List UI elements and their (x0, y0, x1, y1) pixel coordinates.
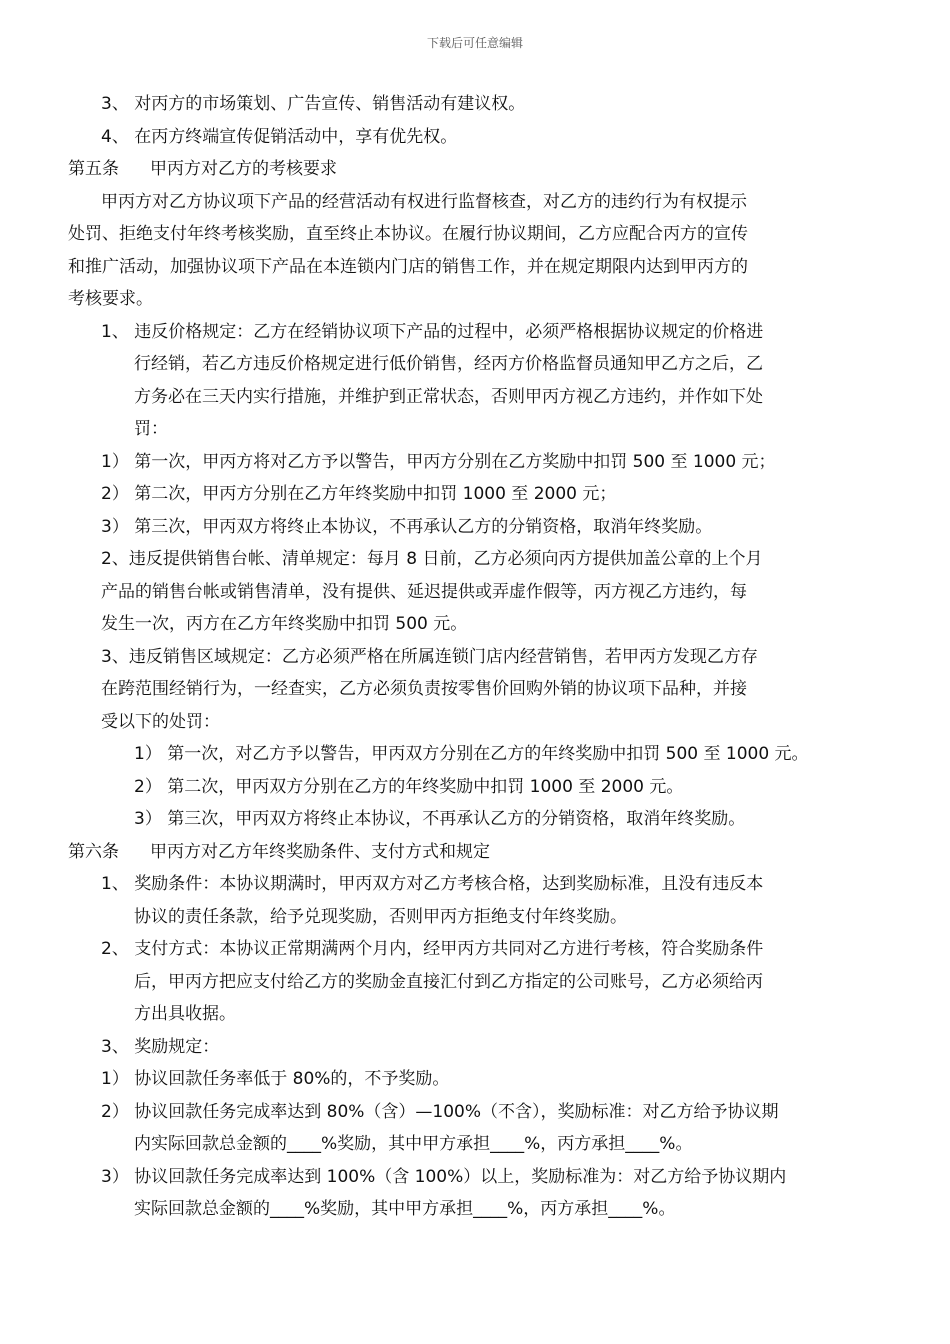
line-text: 实际回款总金额的____%奖励，其中甲方承担____%，丙方承担____%。 (134, 1199, 676, 1219)
article-heading (68, 153, 868, 186)
text-line (68, 446, 868, 479)
line-text: 受以下的处罚： (101, 711, 220, 732)
line-text: 行经销，若乙方违反价格规定进行低价销售，经丙方价格监督员通知甲乙方之后，乙 (134, 354, 763, 374)
line-text: 甲丙方对乙方年终奖励条件、支付方式和规定 (150, 841, 490, 862)
text-line (68, 413, 868, 446)
line-text: 内实际回款总金额的____%奖励，其中甲方承担____%，丙方承担____%。 (134, 1134, 693, 1154)
text-line (68, 868, 868, 901)
text-line (68, 803, 868, 836)
line-text: 4、 在丙方终端宣传促销活动中，享有优先权。 (101, 126, 458, 147)
text-line (68, 283, 868, 316)
text-line (68, 251, 868, 284)
text-line (68, 121, 868, 154)
article-number: 第六条 (68, 841, 119, 862)
text-line (68, 998, 868, 1031)
text-line (68, 966, 868, 999)
text-line (68, 348, 868, 381)
text-line (68, 1063, 868, 1096)
text-line (68, 641, 868, 674)
line-text: 3、 对丙方的市场策划、广告宣传、销售活动有建议权。 (101, 94, 526, 114)
line-text: 2、违反提供销售台帐、清单规定：每月 8 日前，乙方必须向丙方提供加盖公章的上个月 (101, 549, 763, 569)
article-heading (68, 836, 868, 869)
text-line (68, 88, 868, 121)
text-line (68, 738, 868, 771)
line-text: 后，甲丙方把应支付给乙方的奖励金直接汇付到乙方指定的公司账号，乙方必须给丙 (134, 971, 763, 992)
line-text: 3、 奖励规定： (101, 1036, 220, 1057)
document-body (68, 88, 868, 1226)
line-text: 甲丙方对乙方的考核要求 (150, 159, 337, 179)
text-line (68, 901, 868, 934)
line-text: 3、违反销售区域规定：乙方必须严格在所属连锁门店内经营销售，若甲丙方发现乙方存 (101, 646, 758, 667)
page-header-note: 下载后可任意编辑 (426, 36, 523, 50)
text-line (68, 186, 868, 219)
text-line (68, 1193, 868, 1226)
line-text: 甲丙方对乙方协议项下产品的经营活动有权进行监督核查，对乙方的违约行为有权提示 (101, 191, 747, 212)
text-line (68, 381, 868, 414)
line-text: 罚： (134, 419, 168, 439)
line-text: 和推广活动，加强协议项下产品在本连锁内门店的销售工作，并在规定期限内达到甲丙方的 (68, 256, 748, 277)
text-line (68, 511, 868, 544)
text-line (68, 771, 868, 804)
text-line (68, 1128, 868, 1161)
text-line (68, 706, 868, 739)
line-text: 产品的销售台帐或销售清单，没有提供、延迟提供或弄虚作假等，丙方视乙方违约，每 (101, 581, 747, 602)
line-text: 1、 违反价格规定：乙方在经销协议项下产品的过程中，必须严格根据协议规定的价格进 (101, 321, 764, 342)
text-line (68, 218, 868, 251)
text-line (68, 1096, 868, 1129)
article-number: 第五条 (68, 159, 119, 179)
line-text: 1、 奖励条件：本协议期满时，甲丙双方对乙方考核合格，达到奖励标准，且没有违反本 (101, 874, 764, 894)
line-text: 方出具收据。 (134, 1004, 236, 1024)
line-text: 3） 协议回款任务完成率达到 100%（含 100%）以上，奖励标准为：对乙方给予协议期内 (101, 1166, 787, 1187)
text-line (68, 543, 868, 576)
line-text: 1） 协议回款任务率低于 80%的，不予奖励。 (101, 1069, 450, 1089)
text-line (68, 933, 868, 966)
line-text: 在跨范围经销行为，一经查实，乙方必须负责按零售价回购外销的协议项下品种，并接 (101, 679, 747, 699)
text-line (68, 478, 868, 511)
text-line (68, 608, 868, 641)
line-text: 2） 第二次，甲丙双方分别在乙方的年终奖励中扣罚 1000 至 2000 元。 (134, 776, 684, 797)
line-text: 方务必在三天内实行措施，并维护到正常状态，否则甲丙方视乙方违约，并作如下处 (134, 386, 763, 407)
line-text: 发生一次，丙方在乙方年终奖励中扣罚 500 元。 (101, 614, 468, 634)
line-text: 2） 第二次，甲丙方分别在乙方年终奖励中扣罚 1000 至 2000 元； (101, 484, 617, 504)
text-line (68, 673, 868, 706)
line-text: 考核要求。 (68, 289, 153, 309)
line-text: 2） 协议回款任务完成率达到 80%（含）—100%（不含），奖励标准：对乙方给予协议期 (101, 1101, 779, 1122)
text-line (68, 1161, 868, 1194)
line-text: 3） 第三次，甲丙双方将终止本协议，不再承认乙方的分销资格，取消年终奖励。 (101, 516, 713, 537)
line-text: 2、 支付方式：本协议正常期满两个月内，经甲丙方共同对乙方进行考核，符合奖励条件 (101, 939, 764, 959)
line-text: 1） 第一次，对乙方予以警告，甲丙双方分别在乙方的年终奖励中扣罚 500 至 1000 元。 (134, 744, 809, 764)
text-line (68, 576, 868, 609)
line-text: 3） 第三次，甲丙双方将终止本协议，不再承认乙方的分销资格，取消年终奖励。 (134, 809, 746, 829)
text-line (68, 1031, 868, 1064)
line-text: 处罚、拒绝支付年终考核奖励，直至终止本协议。在履行协议期间，乙方应配合丙方的宣传 (68, 224, 748, 244)
line-text: 协议的责任条款，给予兑现奖励，否则甲丙方拒绝支付年终奖励。 (134, 906, 627, 927)
line-text: 1） 第一次，甲丙方将对乙方予以警告，甲丙方分别在乙方奖励中扣罚 500 至 1000 元； (101, 451, 776, 472)
text-line (68, 316, 868, 349)
